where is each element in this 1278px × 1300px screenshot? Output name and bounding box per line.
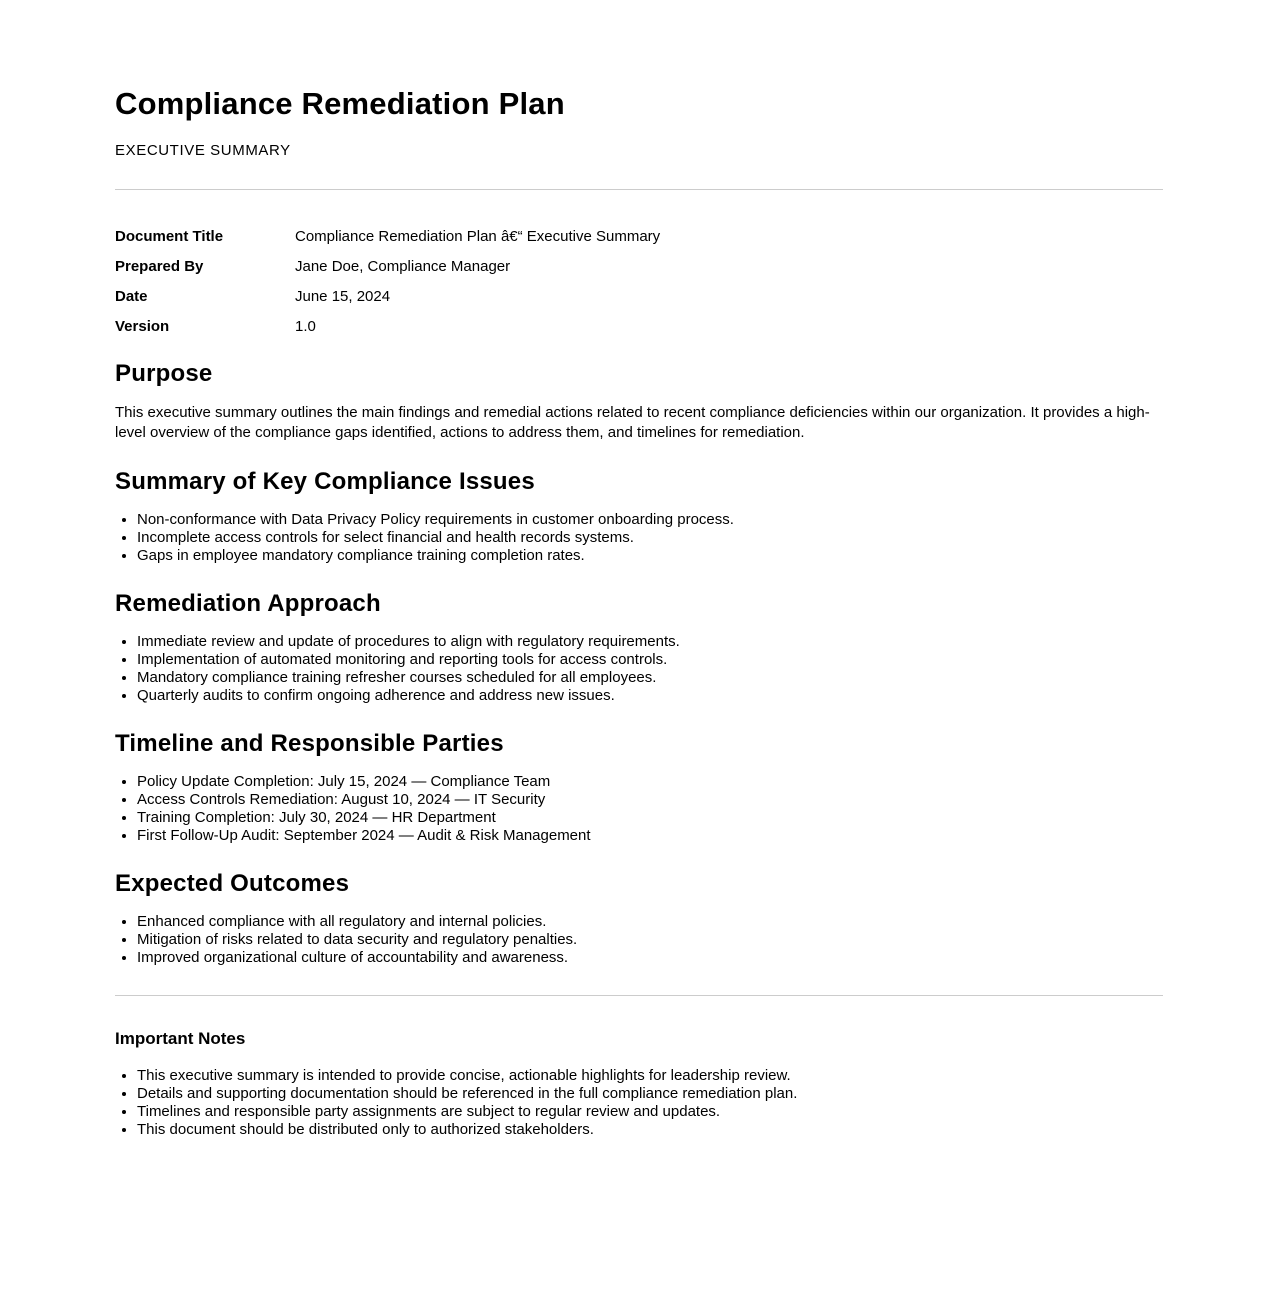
bullet-item: • Immediate review and update of procedures to align with regulatory requirements. xyxy=(137,633,1163,651)
expected-outcomes-list xyxy=(115,913,1163,967)
bullet-item: • Policy Update Completion: July 15, 2024 — Compliance Team xyxy=(137,773,1163,791)
section-heading-timeline-responsible-parties: Timeline and Responsible Parties xyxy=(115,730,504,757)
notes-divider xyxy=(115,995,1163,996)
bullet-item: • Incomplete access controls for select financial and health records systems. xyxy=(137,529,1163,547)
bullet-item: • Details and supporting documentation should be referenced in the full compliance remediation plan. xyxy=(137,1085,1163,1103)
document-title: Compliance Remediation Plan xyxy=(115,86,565,121)
purpose-paragraph: This executive summary outlines the main findings and remedial actions related to recent compliance deficiencies within our organization. It provides a high-level overview of the compliance gaps identified, actions to address them, and timelines for remediation. xyxy=(115,404,1150,441)
meta-value: June 15, 2024 xyxy=(295,288,391,305)
section-remediation-approach xyxy=(115,591,1163,705)
meta-row-prepared-by xyxy=(115,258,1163,275)
bullet-item: • Timelines and responsible party assignments are subject to regular review and updates. xyxy=(137,1103,1163,1121)
bullet-item: • Quarterly audits to confirm ongoing adherence and address new issues. xyxy=(137,687,1163,705)
meta-value: Compliance Remediation Plan â€“ Executive Summary xyxy=(295,228,661,245)
meta-row-version xyxy=(115,318,1163,335)
meta-value: Jane Doe, Compliance Manager xyxy=(295,258,511,275)
remediation-approach-list xyxy=(115,633,1163,705)
bullet-item: • Gaps in employee mandatory compliance training completion rates. xyxy=(137,547,1163,565)
bullet-item: • Enhanced compliance with all regulatory and internal policies. xyxy=(137,913,1163,931)
section-heading-expected-outcomes: Expected Outcomes xyxy=(115,870,350,897)
section-heading-remediation-approach: Remediation Approach xyxy=(115,590,381,617)
bullet-item: • This document should be distributed only to authorized stakeholders. xyxy=(137,1121,1163,1139)
notes-heading: Important Notes xyxy=(115,1029,246,1048)
document-page xyxy=(115,0,1163,1139)
section-heading-key-compliance-issues: Summary of Key Compliance Issues xyxy=(115,468,535,495)
section-important-notes xyxy=(115,1029,1163,1139)
section-key-compliance-issues xyxy=(115,469,1163,565)
bullet-item: • Non-conformance with Data Privacy Policy requirements in customer onboarding process. xyxy=(137,511,1163,529)
key-compliance-issues-list xyxy=(115,511,1163,565)
meta-value: 1.0 xyxy=(295,318,316,335)
metadata-block xyxy=(115,228,1163,335)
bullet-item: • Mitigation of risks related to data security and regulatory penalties. xyxy=(137,931,1163,949)
important-notes-list xyxy=(115,1067,1163,1139)
bullet-item: • Improved organizational culture of accountability and awareness. xyxy=(137,949,1163,967)
bullet-item: • Access Controls Remediation: August 10, 2024 — IT Security xyxy=(137,791,1163,809)
section-expected-outcomes xyxy=(115,871,1163,967)
bullet-item: • Implementation of automated monitoring and reporting tools for access controls. xyxy=(137,651,1163,669)
section-timeline-responsible-parties xyxy=(115,731,1163,845)
section-heading-purpose: Purpose xyxy=(115,360,213,387)
meta-label: Version xyxy=(115,318,170,335)
bullet-item: • First Follow-Up Audit: September 2024 — Audit & Risk Management xyxy=(137,827,1163,845)
bullet-item: • Mandatory compliance training refresher courses scheduled for all employees. xyxy=(137,669,1163,687)
header-divider xyxy=(115,189,1163,190)
document-subtitle: EXECUTIVE SUMMARY xyxy=(115,142,291,159)
timeline-list xyxy=(115,773,1163,845)
meta-label: Document Title xyxy=(115,228,224,245)
meta-label: Date xyxy=(115,288,148,305)
bullet-item: • Training Completion: July 30, 2024 — HR Department xyxy=(137,809,1163,827)
meta-row-date xyxy=(115,288,1163,305)
section-purpose xyxy=(115,361,1163,443)
bullet-item: • This executive summary is intended to provide concise, actionable highlights for leadership review. xyxy=(137,1067,1163,1085)
meta-label: Prepared By xyxy=(115,258,204,275)
meta-row-document-title xyxy=(115,228,1163,245)
